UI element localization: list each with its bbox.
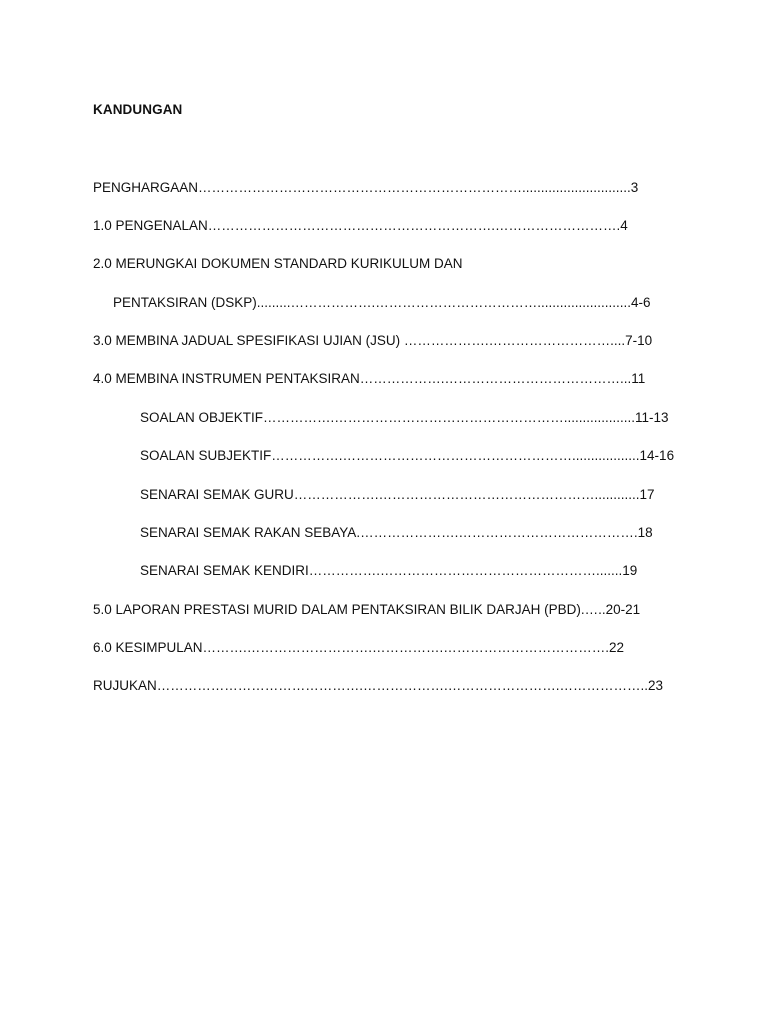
toc-entry-kesimpulan: 6.0 KESIMPULAN……….……………………….…………….……………………………….22: [93, 640, 625, 655]
toc-subentry-semak-guru: SENARAI SEMAK GURU……………….…………………………………………............17: [140, 487, 655, 502]
toc-entry-pengenalan: 1.0 PENGENALAN……………………………………………………….……………………….4: [93, 218, 628, 233]
toc-subentry-semak-kendiri: SENARAI SEMAK KENDIRI…………….………………………………………….......19: [140, 563, 638, 578]
toc-subentry-soalan-subjektif: SOALAN SUBJEKTIF…………….……………………………………………..................14-16: [140, 448, 675, 463]
toc-entry-jsu: 3.0 MEMBINA JADUAL SPESIFIKASI UJIAN (JSU) ……………….………………………....7-10: [93, 333, 653, 348]
toc-subentry-semak-rakan: SENARAI SEMAK RAKAN SEBAYA.………………….………………………………….18: [140, 525, 653, 540]
toc-entry-instrumen: 4.0 MEMBINA INSTRUMEN PENTAKSIRAN……………….…………………………………...11: [93, 371, 646, 386]
toc-entry-merungkai-dskp-continued: PENTAKSIRAN (DSKP).........……………….……………………………….........................4-6: [113, 295, 651, 310]
toc-entry-penghargaan: PENGHARGAAN……………………………………………………………….............................3: [93, 180, 639, 195]
toc-entry-laporan-prestasi: 5.0 LAPORAN PRESTASI MURID DALAM PENTAKSIRAN BILIK DARJAH (PBD).…..20-21: [93, 602, 641, 617]
toc-subentry-soalan-objektif: SOALAN OBJEKTIF…………….……………………………………………...................11-13: [140, 410, 669, 425]
page-title: KANDUNGAN: [93, 102, 183, 117]
toc-entry-merungkai-dskp: 2.0 MERUNGKAI DOKUMEN STANDARD KURIKULUM DAN: [93, 256, 463, 271]
toc-entry-rujukan: RUJUKAN……………………………………….……………….…………………….………………..23: [93, 678, 664, 693]
